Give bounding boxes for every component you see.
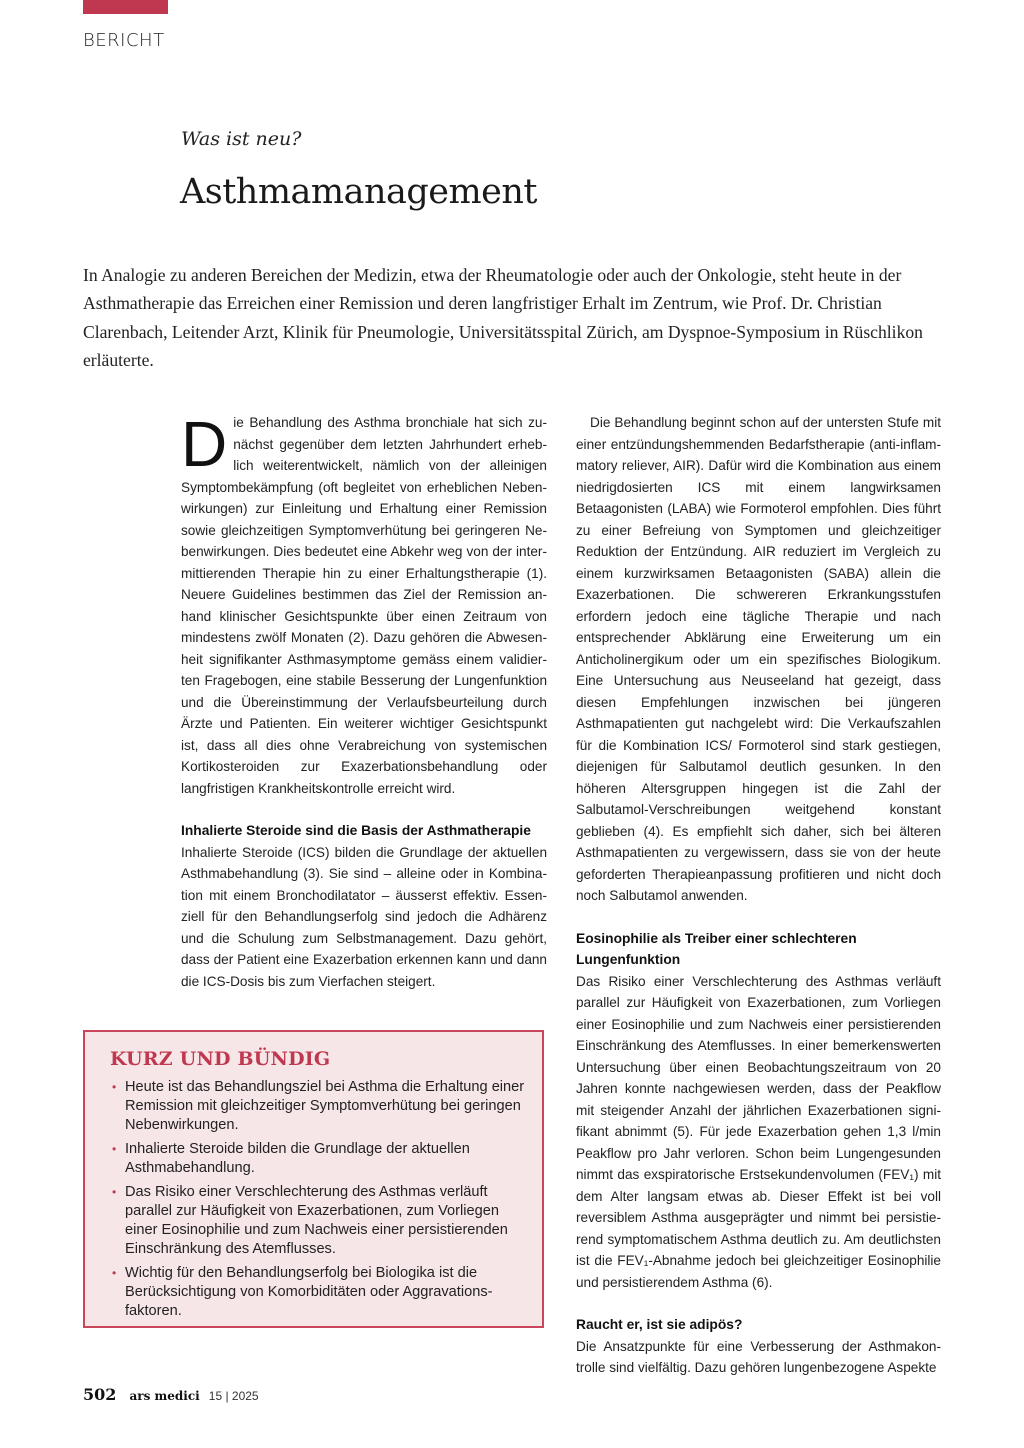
magazine-name: ars medici bbox=[129, 1389, 200, 1403]
right-column bbox=[576, 412, 941, 1379]
summary-item: • Heute ist das Behandlungsziel bei Asthma die Erhaltung einer Remission mit gleichzeitiger Symptomverhütung bei geringen Nebenwirkungen. bbox=[112, 1079, 525, 1133]
section-heading-inhaled-steroids: Inhalierte Steroide sind die Basis der Asthmatherapie bbox=[181, 823, 531, 838]
section-text-eosinophilia: Das Risiko einer Verschlechterung des Asthmas verläuft parallel zur Häufigkeit von Exazerbationen, zum Vorliegen einer Eosinophilie und zum Nachweis einer persistierenden Einschränkung des Atemflusses. In einer bemerkenswerten Untersuchung über einen Beobachtungszeitraum von 20 Jahren konnte nachgewiesen werden, dass der Peakflow mit steigender Anzahl der jährlichen Exazerbationen signifikant abnimmt (5). Für jede Exazerbation gehen 1,3 l/min Peakflow pro Jahr verloren. Schon beim Lungengesunden nimmt das exspiratorische Erstsekundenvolumen (FEV₁) mit dem Alter langsam etwas ab. Dieser Effekt ist bei voll reversiblem Asthma ausgeprägter und nimmt bei persistierend symptomatischem Asthma deutlich zu. Am deutlichsten ist die FEV₁-Abnahme jedoch bei gleichzeitiger Eosinophilie und persistierendem Asthma (6). bbox=[576, 973, 941, 1290]
summary-item: • Inhalierte Steroide bilden die Grundlage der aktuellen Asthmabehandlung. bbox=[112, 1141, 470, 1176]
section-text-smoking-obesity: Die Ansatzpunkte für eine Verbesserung der Asthmakontrolle sind vielfältig. Dazu gehören lungenbezogene Aspekte bbox=[576, 1338, 941, 1375]
article-lead: In Analogie zu anderen Bereichen der Medizin, etwa der Rheumatologie oder auch der Onkologie, steht heute in der Asthmatherapie das Erreichen einer Remission und deren langfristiger Erhalt im Zentrum, wie Prof. Dr. Christian Clarenbach, Leitender Arzt, Klinik für Pneumologie, Universitätsspital Zürich, am Dyspnoe-Symposium in Rüschlikon erläuterte. bbox=[83, 265, 923, 370]
section-text-inhaled-steroids: Inhalierte Steroide (ICS) bilden die Grundlage der aktuellen Asthmabehandlung (3). Sie sind – alleine oder in Kombination mit einem Bronchodilatator – äusserst effektiv. Essenziell für den Behandlungserfolg sind jedoch die Adhärenz und die Schulung zum Selbstmanagement. Dazu gehört, dass der Patient eine Exazerbation erkennen kann und dann die ICS-Dosis bis zum Vierfachen steigert. bbox=[181, 844, 547, 989]
bullet-icon: • bbox=[112, 1266, 117, 1280]
summary-list bbox=[110, 1078, 530, 1326]
article-title: Asthmamanagement bbox=[180, 172, 537, 212]
bullet-icon: • bbox=[112, 1142, 117, 1156]
summary-item: • Das Risiko einer Verschlechterung des Asthmas verläuft parallel zur Häufigkeit von Exazerbationen, zum Vorliegen einer Eosinophilie und zum Nachweis einer persistierenden Einschränkung des Atemflusses. bbox=[112, 1184, 508, 1257]
summary-item: • Wichtig für den Behandlungserfolg bei Biologika ist die Berücksichtigung von Komorbiditäten oder Aggravationsfaktoren. bbox=[112, 1265, 493, 1319]
bullet-icon: • bbox=[112, 1185, 117, 1199]
page-number: 502 bbox=[83, 1385, 117, 1404]
treatment-paragraph: Die Behandlung beginnt schon auf der untersten Stufe mit einer entzündungshemmenden Bedarfstherapie (anti-inflammatory reliever, AIR). Dafür wird die Kombination aus einem niedrigdosierten ICS mit einem langwirksamen Betaagonisten (LABA) wie Formoterol empfohlen. Dies führt zu einer Befreiung von Symptomen und gleichzeitiger Reduktion der Entzündung. AIR reduziert im Vergleich zu einem kurzwirksamen Betaagonisten (SABA) allein die Exazerbationen. Die schwereren Erkrankungsstufen erfordern jedoch eine tägliche Therapie und nach entsprechender Abklärung eine Erweiterung um ein Anticholinergikum oder um ein spezifisches Biologikum. Eine Untersuchung aus Neuseeland hat gezeigt, dass diesen Empfehlungen inzwischen bei jüngeren Asthmapatienten gut nachgelebt wird: Die Verkaufszahlen für die Kombination ICS/ Formoterol sind stark gestiegen, diejenigen für Salbutamol deutlich gesunken. In den höheren Altersgruppen hingegen ist die Zahl der Salbutamol-Verschreibungen weitgehend konstant geblieben (4). Es empfiehlt sich daher, sich bei älteren Asthmapatienten zu vergewissern, dass sie von der heute geforderten Therapieanpassung profitieren und nicht doch noch Salbutamol anwenden. bbox=[576, 415, 941, 903]
summary-box-title: KURZ UND BÜNDIG bbox=[110, 1048, 331, 1070]
section-heading-smoking-obesity: Raucht er, ist sie adipös? bbox=[576, 1317, 743, 1332]
accent-bar bbox=[83, 0, 168, 14]
intro-text: ie Behandlung des Asthma bronchiale hat sich zunächst gegenüber dem letzten Jahrhundert erheblich weiterentwickelt, nämlich von der alleinigen Symptombekämpfung (oft begleitet von erheblichen Nebenwirkungen) zur Einleitung und Erhaltung einer Remission sowie gleichzeitigen Symptomverhütung bei geringeren Nebenwirkungen. Dies bedeutet eine Abkehr weg von der intermittierenden Therapie hin zu einer Erhaltungstherapie (1). Neuere Guidelines bestimmen das Ziel der Remission anhand klinischer Gesichtspunkte über einen Zeitraum von mindestens zwölf Monaten (2). Dazu gehören die Abwesenheit signifikanter Asthmasymptome gemäss einem validierten Fragebogen, eine stabile Besserung der Lungenfunktion und die Übereinstimmung der Verlaufsbeurteilung durch Ärzte und Patienten. Ein weiterer wichtiger Gesichtspunkt ist, dass all dies ohne Verabreichung von systemischen Kortikosteroiden zur Exazerbationsbehandlung oder langfristigen Krankheitskontrolle erreicht wird. bbox=[181, 415, 547, 796]
left-column bbox=[181, 408, 547, 992]
section-heading-eosinophilia: Eosinophilie als Treiber einer schlechteren Lungenfunktion bbox=[576, 930, 857, 967]
section-label: BERICHT bbox=[83, 30, 165, 51]
article-kicker: Was ist neu? bbox=[181, 128, 302, 150]
bullet-icon: • bbox=[112, 1080, 117, 1094]
intro-paragraph bbox=[181, 408, 547, 799]
summary-box bbox=[83, 1030, 544, 1328]
page-footer bbox=[83, 1385, 259, 1404]
issue-number: 15 | 2025 bbox=[208, 1389, 259, 1403]
drop-cap: D bbox=[181, 408, 228, 480]
